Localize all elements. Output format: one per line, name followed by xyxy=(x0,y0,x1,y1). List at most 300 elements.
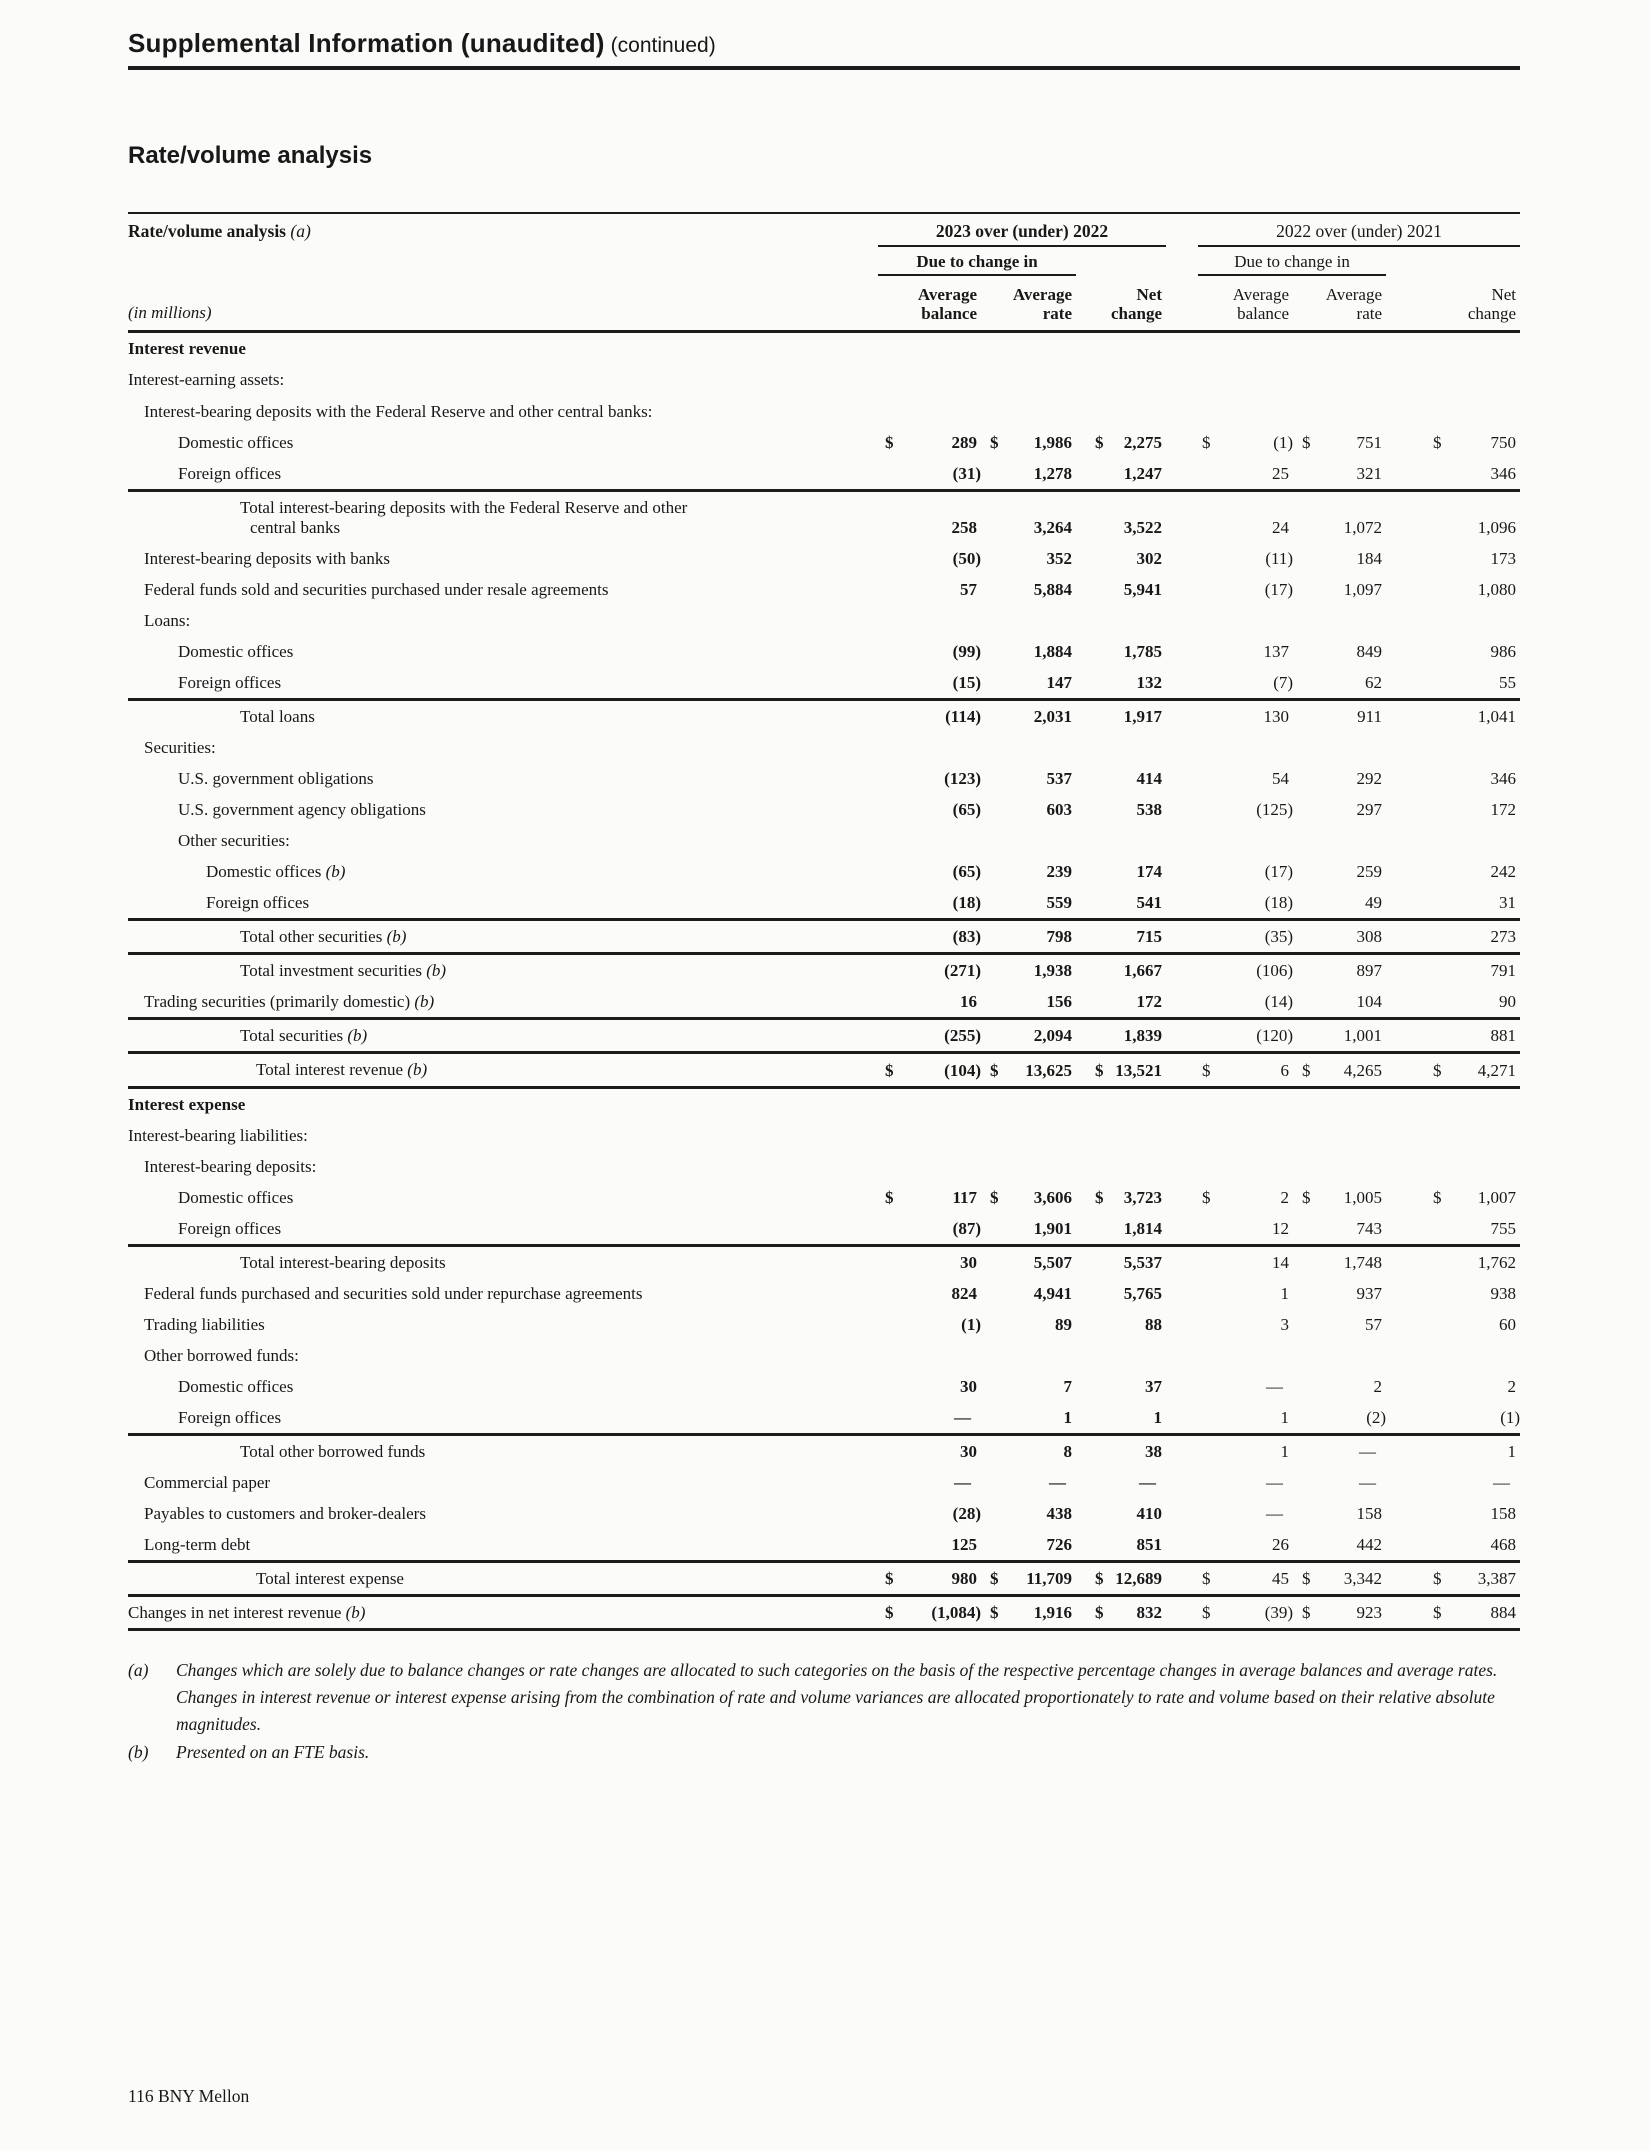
cell-value xyxy=(1076,1120,1166,1151)
cell-value xyxy=(1386,605,1520,636)
dollar-sign: $ xyxy=(1433,1569,1442,1589)
row-label: Federal funds sold and securities purchased under resale agreements xyxy=(144,579,609,599)
dollar-sign: $ xyxy=(1202,1603,1211,1623)
row-label: Foreign offices xyxy=(178,1408,282,1427)
cell-value: (1) xyxy=(961,1314,981,1334)
cell-value xyxy=(1386,732,1520,763)
cell-value: 1,785 xyxy=(1123,641,1163,661)
section-title: Rate/volume analysis xyxy=(128,142,373,169)
cell-value xyxy=(1386,396,1520,427)
cell-value: 297 xyxy=(1356,800,1383,820)
row-label: Total interest-bearing deposits with the Federal Reserve and other central banks xyxy=(128,490,878,543)
cell-value: $ 3,606 xyxy=(990,1187,1072,1207)
table-body xyxy=(128,332,1520,1630)
cell-value xyxy=(981,364,1076,395)
cell-value: 125 xyxy=(951,1535,977,1555)
cell-value: 346 xyxy=(1490,769,1517,789)
row-label: Long-term debt xyxy=(144,1535,251,1555)
cell-value xyxy=(1076,1340,1166,1371)
cell-value: (87) xyxy=(952,1218,981,1238)
col-header-avg-rate-2023: Average rate xyxy=(981,276,1076,332)
cell-value: 5,941 xyxy=(1123,579,1163,599)
cell-value: (99) xyxy=(952,641,981,661)
cell-value: 158 xyxy=(1490,1504,1517,1524)
row-label: Interest revenue xyxy=(128,339,246,359)
cell-value: 25 xyxy=(1272,463,1290,483)
cell-value: 1,901 xyxy=(1033,1218,1072,1238)
col-header-net-change-2023: Net change xyxy=(1076,276,1166,332)
cell-value: 4,941 xyxy=(1033,1283,1072,1303)
cell-value: $ 2 xyxy=(1202,1187,1290,1207)
table-row xyxy=(128,605,1520,636)
cell-value: $ 45 xyxy=(1166,1562,1293,1596)
cell-value: $ (1) xyxy=(1202,432,1294,452)
cell-value: 147 xyxy=(1046,672,1072,692)
dollar-sign: $ xyxy=(1302,432,1311,452)
rate-volume-table xyxy=(128,212,1520,1631)
dollar-sign: $ xyxy=(1302,1603,1311,1623)
cell-value: 743 xyxy=(1356,1218,1383,1238)
row-label: Interest-bearing liabilities: xyxy=(128,1125,308,1145)
cell-value: $ 751 xyxy=(1302,432,1383,452)
cell-value: (120) xyxy=(1166,1019,1293,1053)
row-label: Securities: xyxy=(144,738,216,758)
cell-value: 184 xyxy=(1356,548,1383,568)
table-row xyxy=(128,1498,1520,1529)
cell-value xyxy=(981,1151,1076,1182)
cell-value: — xyxy=(954,1473,971,1493)
cell-value xyxy=(981,605,1076,636)
cell-value: 897 xyxy=(1293,954,1386,987)
cell-value: 302 xyxy=(1136,548,1163,568)
dollar-sign: $ xyxy=(885,1603,894,1623)
cell-value: 130 xyxy=(1166,699,1293,732)
cell-value: 851 xyxy=(1136,1535,1163,1555)
dollar-sign: $ xyxy=(1302,1187,1311,1207)
row-label: Total loans xyxy=(128,699,878,732)
cell-value xyxy=(1386,364,1520,395)
cell-value: $ 1,986 xyxy=(990,432,1072,452)
cell-value: 16 xyxy=(960,992,977,1012)
cell-value: 755 xyxy=(1490,1218,1517,1238)
cell-value xyxy=(1166,396,1293,427)
cell-value xyxy=(1293,1087,1386,1120)
cell-value: 1 xyxy=(1386,1435,1520,1468)
cell-value: 88 xyxy=(1145,1314,1163,1334)
cell-value xyxy=(1166,364,1293,395)
cell-value: (28) xyxy=(952,1504,981,1524)
cell-value: 2,094 xyxy=(981,1019,1076,1053)
group-2022-cell xyxy=(1166,213,1520,247)
cell-value: 1,097 xyxy=(1343,579,1383,599)
cell-value xyxy=(1293,1120,1386,1151)
cell-value xyxy=(878,1340,981,1371)
row-label: Changes in net interest revenue (b) xyxy=(128,1596,878,1630)
table-row xyxy=(128,332,1520,365)
dollar-sign: $ xyxy=(1202,432,1211,452)
cell-value: 1,278 xyxy=(1033,463,1072,483)
cell-value: 24 xyxy=(1166,490,1293,543)
cell-value: 156 xyxy=(1046,992,1072,1012)
cell-value: — xyxy=(1266,1473,1284,1493)
cell-value: 30 xyxy=(878,1245,981,1278)
cell-value: 57 xyxy=(960,579,977,599)
cell-value: 37 xyxy=(1145,1377,1163,1396)
cell-value xyxy=(878,732,981,763)
table-row xyxy=(128,732,1520,763)
cell-value: — xyxy=(1139,1473,1157,1493)
dollar-sign: $ xyxy=(1202,1569,1211,1589)
cell-value: 791 xyxy=(1386,954,1520,987)
cell-value: $ 3,342 xyxy=(1293,1562,1386,1596)
col-header-net-change-2022: Net change xyxy=(1386,276,1520,332)
row-label: Foreign offices xyxy=(178,672,282,692)
dollar-sign: $ xyxy=(1433,1187,1442,1207)
row-label: Domestic offices xyxy=(178,432,294,452)
cell-value: 54 xyxy=(1272,769,1290,789)
cell-value: 1 xyxy=(1166,1435,1293,1468)
table-row xyxy=(128,490,1520,543)
table-row xyxy=(128,1371,1520,1402)
cell-value: $ 289 xyxy=(885,432,977,452)
cell-value xyxy=(878,605,981,636)
table-row xyxy=(128,364,1520,395)
cell-value: 726 xyxy=(1046,1535,1072,1555)
cell-value xyxy=(981,825,1076,856)
cell-value: 174 xyxy=(1136,862,1163,882)
cell-value: $ 1,007 xyxy=(1433,1187,1517,1207)
row-label: Trading securities (primarily domestic) (b) xyxy=(144,992,435,1012)
cell-value xyxy=(981,1087,1076,1120)
row-label: Total investment securities (b) xyxy=(128,954,878,987)
table-row xyxy=(128,636,1520,667)
cell-value xyxy=(1166,1087,1293,1120)
cell-value: 5,884 xyxy=(1033,579,1072,599)
cell-value: 1 xyxy=(1280,1283,1290,1303)
cell-value xyxy=(1076,396,1166,427)
cell-value: 62 xyxy=(1365,672,1383,692)
cell-value: (11) xyxy=(1265,548,1294,568)
table-row xyxy=(128,458,1520,491)
cell-value: (83) xyxy=(878,920,981,954)
col-header-avg-balance-2022: Average balance xyxy=(1166,276,1293,332)
row-label: Trading liabilities xyxy=(144,1314,265,1334)
cell-value: 414 xyxy=(1136,769,1163,789)
cell-value: 242 xyxy=(1490,862,1517,882)
cell-value: 132 xyxy=(1136,672,1163,692)
cell-value xyxy=(1386,825,1520,856)
cell-value: 38 xyxy=(1076,1435,1166,1468)
cell-value xyxy=(878,1120,981,1151)
cell-value xyxy=(1166,1151,1293,1182)
cell-value: 30 xyxy=(960,1377,977,1396)
cell-value: (2) xyxy=(1366,1408,1387,1428)
row-label: Interest-bearing deposits: xyxy=(144,1156,317,1176)
cell-value: 346 xyxy=(1490,463,1517,483)
cell-value xyxy=(1076,364,1166,395)
group-2022-title: 2022 over (under) 2021 xyxy=(1198,221,1520,247)
table-row xyxy=(128,1019,1520,1053)
cell-value: 1,839 xyxy=(1076,1019,1166,1053)
group-2023-title: 2023 over (under) 2022 xyxy=(878,221,1166,247)
cell-value: 911 xyxy=(1293,699,1386,732)
cell-value: 172 xyxy=(1490,800,1517,820)
cell-value: (114) xyxy=(878,699,981,732)
cell-value: $ 2,275 xyxy=(1095,432,1163,452)
cell-value: 849 xyxy=(1356,641,1383,661)
cell-value: 438 xyxy=(1046,1504,1072,1524)
cell-value xyxy=(878,364,981,395)
table-row xyxy=(128,1402,1520,1435)
table-row xyxy=(128,699,1520,732)
cell-value: (50) xyxy=(952,548,981,568)
cell-value: — xyxy=(1266,1504,1284,1524)
cell-value: 8 xyxy=(981,1435,1076,1468)
cell-value: — xyxy=(1049,1473,1066,1493)
row-label: Other borrowed funds: xyxy=(144,1345,299,1365)
cell-value: (18) xyxy=(952,893,981,913)
row-label: Federal funds purchased and securities sold under repurchase agreements xyxy=(144,1283,643,1303)
cell-value: 49 xyxy=(1365,893,1383,913)
cell-value xyxy=(1386,332,1520,365)
table-row xyxy=(128,1529,1520,1562)
cell-value xyxy=(1293,364,1386,395)
cell-value: 1,072 xyxy=(1293,490,1386,543)
table-header-row-subgroups xyxy=(128,247,1520,276)
cell-value: 5,507 xyxy=(981,1245,1076,1278)
table-row xyxy=(128,1340,1520,1371)
row-label: Total interest-bearing deposits xyxy=(128,1245,878,1278)
footnote-a xyxy=(128,1657,1520,1737)
cell-value xyxy=(1293,396,1386,427)
cell-value: 2 xyxy=(1507,1377,1517,1396)
table-row xyxy=(128,920,1520,954)
cell-value: (65) xyxy=(952,800,981,820)
cell-value: 1,667 xyxy=(1076,954,1166,987)
table-row xyxy=(128,1087,1520,1120)
row-label: Loans: xyxy=(144,610,191,630)
row-label: Foreign offices xyxy=(178,463,282,483)
cell-value: (106) xyxy=(1166,954,1293,987)
row-label: Domestic offices xyxy=(178,1376,294,1396)
table-row xyxy=(128,543,1520,574)
cell-value: 1,917 xyxy=(1076,699,1166,732)
cell-value: $ 11,709 xyxy=(981,1562,1076,1596)
row-label: Payables to customers and broker-dealers xyxy=(144,1504,426,1524)
cell-value: $ (39) xyxy=(1166,1596,1293,1630)
dollar-sign: $ xyxy=(1433,1060,1442,1080)
cell-value: 1,884 xyxy=(1033,641,1072,661)
cell-value: 715 xyxy=(1076,920,1166,954)
cell-value: 2,031 xyxy=(981,699,1076,732)
cell-value: $ 1,916 xyxy=(981,1596,1076,1630)
col-header-avg-balance-2023: Average balance xyxy=(878,276,981,332)
cell-value: (125) xyxy=(1256,800,1294,820)
cell-value: $ 6 xyxy=(1166,1053,1293,1087)
cell-value: 1,080 xyxy=(1477,579,1517,599)
table-row xyxy=(128,887,1520,920)
cell-value: $ 4,265 xyxy=(1293,1053,1386,1087)
cell-value: 881 xyxy=(1386,1019,1520,1053)
cell-value: 937 xyxy=(1356,1283,1383,1303)
cell-value xyxy=(1166,732,1293,763)
cell-value: 258 xyxy=(878,490,981,543)
document-header xyxy=(128,28,1520,70)
cell-value xyxy=(1293,332,1386,365)
cell-value: $ 12,689 xyxy=(1076,1562,1166,1596)
document-title: Supplemental Information (unaudited) xyxy=(128,28,605,58)
cell-value: (1) xyxy=(1500,1408,1521,1428)
cell-value xyxy=(1166,825,1293,856)
row-label: Domestic offices (b) xyxy=(206,862,346,882)
cell-value: 1,247 xyxy=(1123,463,1163,483)
cell-value xyxy=(878,332,981,365)
cell-value: $ 13,625 xyxy=(981,1053,1076,1087)
dollar-sign: $ xyxy=(990,1569,999,1589)
table-header-row-groups xyxy=(128,213,1520,247)
cell-value: 5,537 xyxy=(1076,1245,1166,1278)
row-label: Domestic offices xyxy=(178,641,294,661)
cell-value: (14) xyxy=(1264,992,1294,1012)
group-2023-cell xyxy=(878,213,1166,247)
cell-value: 55 xyxy=(1499,672,1517,692)
dollar-sign: $ xyxy=(1433,432,1442,452)
table-row xyxy=(128,825,1520,856)
page-footer: 116 BNY Mellon xyxy=(128,2086,250,2106)
document-title-suffix: (continued) xyxy=(610,34,716,57)
cell-value: 938 xyxy=(1490,1283,1517,1303)
cell-value: 410 xyxy=(1136,1504,1163,1524)
cell-value: 1,096 xyxy=(1386,490,1520,543)
cell-value xyxy=(878,1151,981,1182)
cell-value: (271) xyxy=(878,954,981,987)
table-row xyxy=(128,954,1520,987)
cell-value xyxy=(878,825,981,856)
table-row xyxy=(128,1435,1520,1468)
cell-value: $ (104) xyxy=(878,1053,981,1087)
table-row xyxy=(128,1245,1520,1278)
cell-value xyxy=(1293,1151,1386,1182)
cell-value xyxy=(981,732,1076,763)
cell-value: 603 xyxy=(1046,800,1072,820)
due-to-change-2022: Due to change in xyxy=(1198,252,1386,276)
cell-value: 60 xyxy=(1499,1314,1517,1334)
row-label: U.S. government obligations xyxy=(178,769,374,789)
cell-value xyxy=(1293,1340,1386,1371)
cell-value: 442 xyxy=(1356,1535,1383,1555)
cell-value: 1,814 xyxy=(1123,1218,1163,1238)
footnote-b-marker: (b) xyxy=(128,1742,149,1763)
cell-value xyxy=(981,396,1076,427)
cell-value: 104 xyxy=(1356,992,1383,1012)
dollar-sign: $ xyxy=(885,432,894,452)
cell-value: 14 xyxy=(1166,1245,1293,1278)
cell-value: $ 923 xyxy=(1293,1596,1386,1630)
cell-value: 352 xyxy=(1046,548,1072,568)
cell-value xyxy=(1293,732,1386,763)
table-row xyxy=(128,1053,1520,1087)
cell-value: 986 xyxy=(1490,641,1517,661)
cell-value: 1,762 xyxy=(1386,1245,1520,1278)
dollar-sign: $ xyxy=(1433,1603,1442,1623)
cell-value: 5,765 xyxy=(1123,1283,1163,1303)
dollar-sign: $ xyxy=(885,1569,894,1589)
cell-value: 537 xyxy=(1046,769,1072,789)
dollar-sign: $ xyxy=(990,432,999,452)
cell-value: 1 xyxy=(1153,1408,1163,1428)
cell-value xyxy=(981,1340,1076,1371)
cell-value: 541 xyxy=(1136,893,1163,913)
table-row xyxy=(128,1213,1520,1246)
cell-value xyxy=(878,1087,981,1120)
cell-value: $ 884 xyxy=(1386,1596,1520,1630)
table-header-row-columns xyxy=(128,276,1520,332)
cell-value: $ 3,723 xyxy=(1095,1187,1163,1207)
row-label: Interest expense xyxy=(128,1087,878,1120)
cell-value xyxy=(1386,1340,1520,1371)
cell-value: (31) xyxy=(952,463,981,483)
cell-value: 824 xyxy=(951,1283,977,1303)
cell-value: 308 xyxy=(1293,920,1386,954)
table-row xyxy=(128,574,1520,605)
row-label: Interest-bearing deposits with banks xyxy=(144,548,390,568)
cell-value: 1,041 xyxy=(1386,699,1520,732)
cell-value: 3 xyxy=(1280,1314,1290,1334)
cell-value: 273 xyxy=(1386,920,1520,954)
cell-value: 89 xyxy=(1055,1314,1072,1334)
cell-value: 1,001 xyxy=(1293,1019,1386,1053)
cell-value: $ 832 xyxy=(1076,1596,1166,1630)
footnote-a-marker: (a) xyxy=(128,1660,149,1681)
table-row xyxy=(128,667,1520,700)
footnote-a-text: Changes which are solely due to balance changes or rate changes are allocated to such categories on the basis of the respective percentage changes in average balances and average rates. Changes in interest revenue or interest expense arising from the combination of rate and volume variances are allocated proportionately to rate and volume based on their relative absolute magnitudes. xyxy=(176,1660,1498,1734)
table-row xyxy=(128,1182,1520,1213)
cell-value: 30 xyxy=(878,1435,981,1468)
row-label: Interest-bearing deposits with the Federal Reserve and other central banks: xyxy=(144,401,653,421)
cell-value xyxy=(1293,605,1386,636)
cell-value: 559 xyxy=(1046,893,1072,913)
cell-value xyxy=(1386,1151,1520,1182)
table-title: Rate/volume analysis (a) xyxy=(128,221,311,241)
cell-value: 3,264 xyxy=(981,490,1076,543)
cell-value: 26 xyxy=(1272,1535,1290,1555)
row-label: Foreign offices xyxy=(178,1218,282,1238)
row-label: Other securities: xyxy=(178,831,290,851)
row-label: Total securities (b) xyxy=(128,1019,878,1053)
cell-value xyxy=(1076,732,1166,763)
cell-value: (15) xyxy=(952,672,981,692)
cell-value: (18) xyxy=(1264,893,1294,913)
cell-value xyxy=(1166,332,1293,365)
table-row xyxy=(128,427,1520,458)
cell-value: (7) xyxy=(1273,672,1294,692)
table-row xyxy=(128,1596,1520,1630)
row-label: Total other securities (b) xyxy=(128,920,878,954)
cell-value xyxy=(1293,825,1386,856)
cell-value: 1 xyxy=(1063,1408,1072,1428)
dollar-sign: $ xyxy=(885,1187,894,1207)
footnote-b xyxy=(128,1739,1520,1766)
dollar-sign: $ xyxy=(990,1603,999,1623)
row-label: Interest-earning assets: xyxy=(128,370,285,390)
cell-value: 468 xyxy=(1490,1535,1517,1555)
row-label: Foreign offices xyxy=(206,893,310,913)
cell-value: 798 xyxy=(981,920,1076,954)
cell-value xyxy=(1076,825,1166,856)
dollar-sign: $ xyxy=(885,1060,894,1080)
cell-value: 7 xyxy=(1063,1377,1072,1396)
row-label: Total interest expense xyxy=(128,1562,878,1596)
